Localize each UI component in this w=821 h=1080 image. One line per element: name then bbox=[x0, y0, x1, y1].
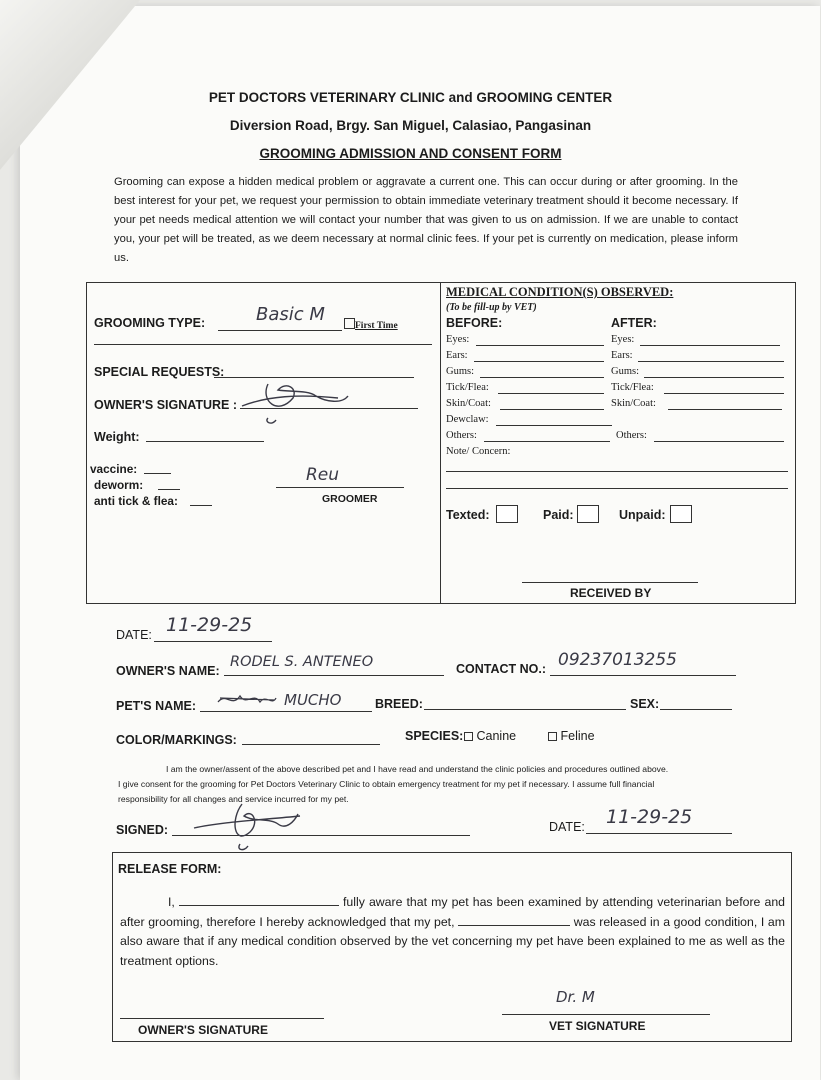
release-text-b: fully aware that my pet has been examined by attending veterinarian before and after grooming, therefore I hereby acknowledged that my pet, bbox=[120, 895, 785, 929]
pet-name-label: PET'S NAME: bbox=[116, 699, 197, 713]
consent-date-label: DATE: bbox=[549, 820, 585, 834]
after-skin: Skin/Coat: bbox=[611, 398, 656, 409]
paid-checkbox[interactable] bbox=[577, 505, 599, 523]
feline-checkbox[interactable] bbox=[548, 732, 557, 741]
date-value[interactable]: 11-29-25 bbox=[166, 614, 253, 636]
owner-signature-label: OWNER'S SIGNATURE : bbox=[94, 398, 238, 412]
first-time-box[interactable] bbox=[344, 318, 355, 329]
after-others-line[interactable] bbox=[654, 441, 784, 442]
after-ears-line[interactable] bbox=[638, 361, 784, 362]
note-line-1[interactable] bbox=[446, 471, 788, 472]
after-gums: Gums: bbox=[611, 366, 640, 377]
deworm-line[interactable] bbox=[158, 489, 180, 490]
consent-date-value[interactable]: 11-29-25 bbox=[606, 806, 693, 828]
special-requests-label: SPECIAL REQUESTS: bbox=[94, 365, 225, 379]
groomer-label: GROOMER bbox=[322, 493, 378, 505]
release-owner-name-line[interactable] bbox=[179, 894, 339, 906]
before-ears: Ears: bbox=[446, 350, 468, 361]
sex-line[interactable] bbox=[660, 709, 732, 710]
owner-signature-release-line[interactable] bbox=[120, 1018, 324, 1019]
before-skin: Skin/Coat: bbox=[446, 398, 491, 409]
before-others: Others: bbox=[446, 430, 477, 441]
before-gums: Gums: bbox=[446, 366, 475, 377]
after-ears: Ears: bbox=[611, 350, 633, 361]
texted-checkbox[interactable] bbox=[496, 505, 518, 523]
release-text-a: I, bbox=[168, 895, 175, 909]
breed-line[interactable] bbox=[424, 709, 626, 710]
grooming-extra-line bbox=[94, 344, 432, 345]
intro-paragraph: Grooming can expose a hidden medical problem or aggravate a current one. This can occur during or after grooming. In the best interest for your pet, we request your permission to obtain immediate veterinary treatment should it become necessary. If your pet needs medical attention we will contact your number that was given to us on admission. If we are unable to contact you, your pet will be treated, as we deem necessary at normal clinic fees. If your pet is currently on medication, please inform us. bbox=[114, 176, 738, 264]
vet-handwriting: Dr. M bbox=[556, 988, 595, 1006]
species-canine-option[interactable] bbox=[464, 729, 516, 743]
canine-label: Canine bbox=[476, 729, 517, 743]
species-feline-option[interactable] bbox=[548, 729, 595, 743]
after-eyes-line[interactable] bbox=[640, 345, 780, 346]
groomer-value[interactable]: Reu bbox=[306, 465, 340, 485]
owner-name-label: OWNER'S NAME: bbox=[116, 664, 220, 678]
before-ears-line[interactable] bbox=[474, 361, 604, 362]
feline-label: Feline bbox=[560, 729, 595, 743]
deworm-label: deworm: bbox=[94, 478, 144, 492]
first-time-checkbox[interactable] bbox=[344, 318, 398, 331]
after-skin-line[interactable] bbox=[668, 409, 782, 410]
grooming-type-label: GROOMING TYPE: bbox=[94, 316, 206, 330]
canine-checkbox[interactable] bbox=[464, 732, 473, 741]
color-markings-label: COLOR/MARKINGS: bbox=[116, 733, 237, 747]
date-label: DATE: bbox=[116, 628, 152, 642]
color-markings-line[interactable] bbox=[242, 744, 380, 745]
before-gums-line[interactable] bbox=[480, 377, 604, 378]
owner-signature-scribble bbox=[238, 376, 358, 428]
owner-name-value[interactable]: RODEL S. ANTENEO bbox=[230, 654, 374, 670]
pet-name-scribble bbox=[216, 690, 278, 710]
clinic-name: PET DOCTORS VETERINARY CLINIC and GROOMING CENTER bbox=[208, 90, 613, 105]
vaccine-line[interactable] bbox=[144, 473, 171, 474]
note-concern: Note/ Concern: bbox=[446, 446, 511, 457]
release-text-c: was released in a good condition, I am also aware that if any medical condition observed by the vet concerning my pet have been explained to me as well as the treatment options. bbox=[120, 914, 786, 968]
contact-label: CONTACT NO.: bbox=[456, 662, 547, 676]
medical-title: MEDICAL CONDITION(S) OBSERVED: bbox=[446, 285, 674, 299]
breed-label: BREED: bbox=[375, 697, 423, 711]
after-label: AFTER: bbox=[611, 316, 657, 330]
owner-sig-label: OWNER'S SIGNATURE bbox=[138, 1023, 268, 1037]
unpaid-label: Unpaid: bbox=[619, 508, 666, 522]
unpaid-checkbox[interactable] bbox=[670, 505, 692, 523]
release-form-title: RELEASE FORM: bbox=[118, 862, 222, 876]
anti-tick-line[interactable] bbox=[190, 505, 212, 506]
date-line[interactable] bbox=[154, 641, 272, 642]
received-by-line[interactable] bbox=[522, 582, 698, 583]
medical-panel bbox=[439, 282, 796, 604]
before-others-line[interactable] bbox=[484, 441, 610, 442]
weight-label: Weight: bbox=[94, 430, 140, 444]
anti-tick-label: anti tick & flea: bbox=[94, 494, 178, 508]
after-others: Others: bbox=[616, 430, 647, 441]
vet-sig-label: VET SIGNATURE bbox=[549, 1019, 646, 1033]
before-dewclaw: Dewclaw: bbox=[446, 414, 489, 425]
species-label: SPECIES: bbox=[405, 729, 464, 743]
consent-line-1: I am the owner/assent of the above described pet and I have read and understand the clinic policies and procedures outlined above. bbox=[166, 764, 669, 774]
note-line-2[interactable] bbox=[446, 488, 788, 489]
form-title: GROOMING ADMISSION AND CONSENT FORM bbox=[259, 146, 562, 161]
after-tick-line[interactable] bbox=[664, 393, 784, 394]
sex-label: SEX: bbox=[630, 697, 660, 711]
after-eyes: Eyes: bbox=[611, 334, 635, 345]
before-skin-line[interactable] bbox=[500, 409, 604, 410]
release-paragraph bbox=[120, 893, 785, 971]
vaccine-label: vaccine: bbox=[90, 462, 138, 476]
first-time-label: First Time bbox=[355, 321, 398, 331]
before-eyes: Eyes: bbox=[446, 334, 470, 345]
vet-signature-line[interactable] bbox=[502, 1014, 710, 1015]
consent-date-line[interactable] bbox=[586, 833, 732, 834]
weight-line[interactable] bbox=[146, 441, 264, 442]
pet-name-line[interactable] bbox=[200, 711, 372, 712]
consent-signature-scribble bbox=[190, 798, 310, 854]
clinic-address: Diversion Road, Brgy. San Miguel, Calasiao, Pangasinan bbox=[229, 118, 592, 133]
after-gums-line[interactable] bbox=[644, 377, 784, 378]
contact-line[interactable] bbox=[550, 675, 736, 676]
received-by-label: RECEIVED BY bbox=[570, 586, 652, 600]
before-tick-line[interactable] bbox=[498, 393, 604, 394]
before-dewclaw-line[interactable] bbox=[496, 425, 612, 426]
medical-subtitle: (To be fill-up by VET) bbox=[446, 302, 537, 313]
after-tick: Tick/Flea: bbox=[611, 382, 654, 393]
pet-name-value[interactable]: MUCHO bbox=[284, 691, 342, 709]
consent-line-3: responsibility for all changes and service incurred for my pet. bbox=[118, 794, 349, 804]
paid-label: Paid: bbox=[543, 508, 574, 522]
grooming-type-value[interactable]: Basic M bbox=[256, 304, 325, 325]
groomer-line bbox=[276, 487, 404, 488]
before-tick: Tick/Flea: bbox=[446, 382, 489, 393]
before-label: BEFORE: bbox=[446, 316, 503, 330]
consent-line-2: I give consent for the grooming for Pet Doctors Veterinary Clinic to obtain emergency treatment for my pet if necessary. I assume full financial bbox=[118, 779, 655, 789]
signed-label: SIGNED: bbox=[116, 823, 169, 837]
grooming-type-line bbox=[218, 330, 342, 331]
texted-label: Texted: bbox=[446, 508, 490, 522]
before-eyes-line[interactable] bbox=[476, 345, 604, 346]
release-pet-name-line[interactable] bbox=[458, 914, 570, 926]
owner-name-line[interactable] bbox=[224, 675, 444, 676]
contact-value[interactable]: 09237013255 bbox=[558, 650, 677, 670]
